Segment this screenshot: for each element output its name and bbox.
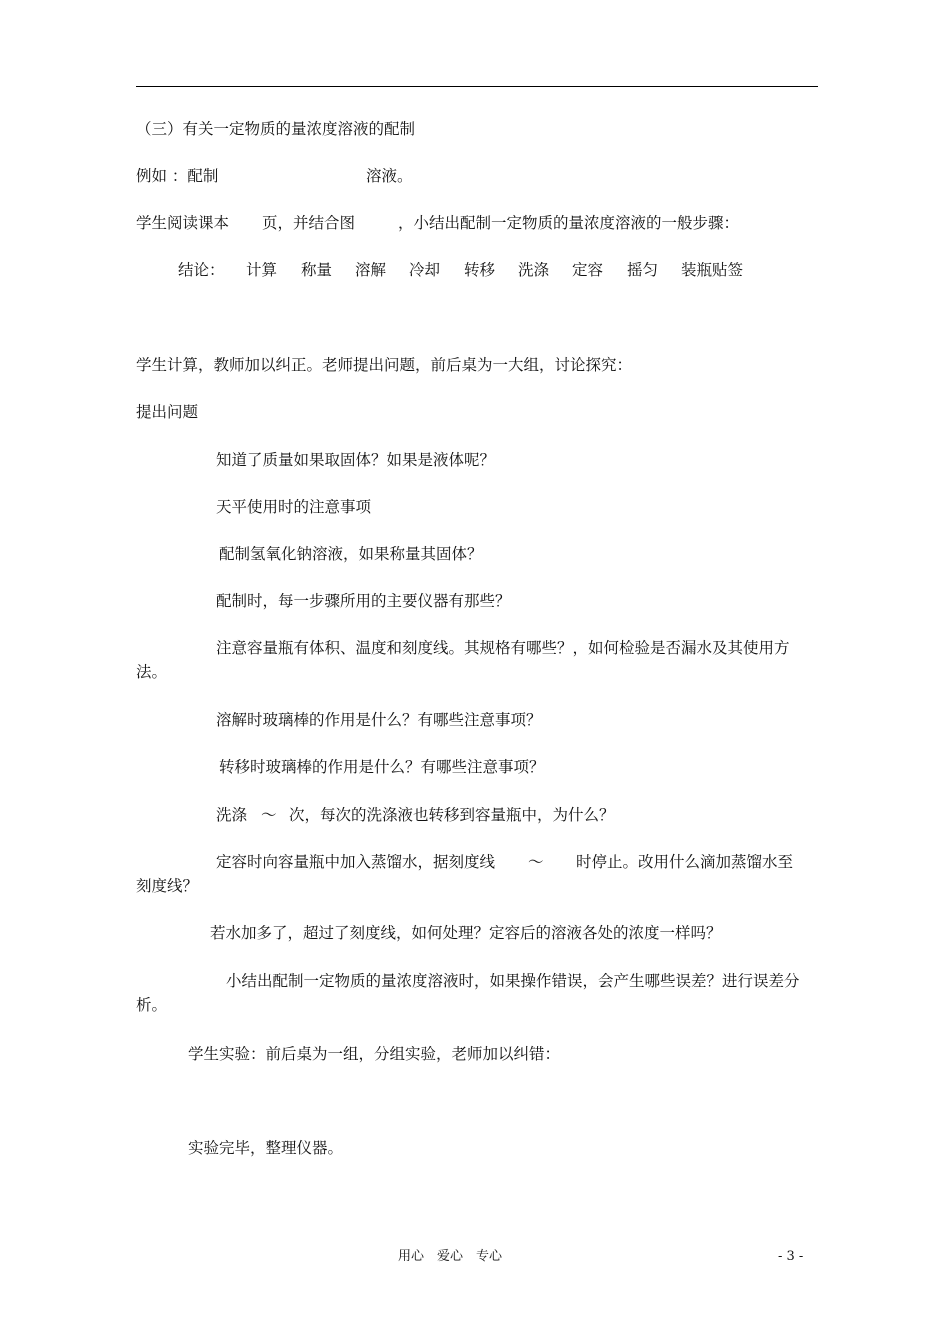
example-suffix: 溶液。 <box>366 167 413 185</box>
question-3: 配制氢氧化钠溶液，如果称量其固体？ <box>219 545 483 563</box>
footer-motto: 用心 爱心 专心 <box>398 1249 503 1264</box>
reading-part3: ，小结出配制一定物质的量浓度溶液的一般步骤： <box>398 214 740 232</box>
question-2: 天平使用时的注意事项 <box>216 498 372 516</box>
question-5: 注意容量瓶有体积、温度和刻度线。其规格有哪些？，如何检验是否漏水及其使用方法。 <box>136 639 790 681</box>
step-shake: 摇匀 <box>627 261 659 279</box>
step-bottle-label: 装瓶贴签 <box>681 261 744 279</box>
question-10: 若水加多了，超过了刻度线，如何处理？定容后的溶液各处的浓度一样吗？ <box>210 924 722 942</box>
question-8 <box>216 805 818 825</box>
question-7: 转移时玻璃棒的作用是什么？有哪些注意事项？ <box>219 758 545 776</box>
discussion-intro: 学生计算，教师加以纠正。老师提出问题，前后桌为一大组，讨论探究： <box>136 356 633 374</box>
questions-heading: 提出问题 <box>136 403 199 421</box>
step-transfer: 转移 <box>464 261 496 279</box>
experiment-line: 学生实验：前后桌为一组，分组实验，老师加以纠错： <box>188 1045 561 1063</box>
question-6: 溶解时玻璃棒的作用是什么？有哪些注意事项？ <box>216 711 542 729</box>
reading-part2: 页，并结合图 <box>262 214 356 232</box>
example-line <box>136 166 818 186</box>
question-9-part3: 时停止。改用什么滴加蒸馏水至 <box>576 853 794 871</box>
question-8-part1: 洗涤 <box>216 806 248 824</box>
conclusion-label: 结论： <box>178 261 225 279</box>
finish-line: 实验完毕，整理仪器。 <box>188 1139 344 1157</box>
reading-line <box>136 213 818 233</box>
question-9-continued: 刻度线？ <box>136 877 199 895</box>
question-9-part1: 定容时向容量瓶中加入蒸馏水，据刻度线 <box>216 853 496 871</box>
header-rule <box>136 86 818 87</box>
step-cool: 冷却 <box>409 261 441 279</box>
conclusion-line <box>178 260 818 280</box>
reading-part1: 学生阅读课本 <box>136 214 230 232</box>
question-8-part3: 次，每次的洗涤液也转移到容量瓶中，为什么？ <box>289 806 615 824</box>
step-dissolve: 溶解 <box>355 261 387 279</box>
example-prefix: 例如 ：配制 <box>136 167 219 185</box>
page-number: - 3 - <box>778 1249 804 1264</box>
question-9 <box>216 852 818 872</box>
step-weigh: 称量 <box>301 261 333 279</box>
step-calculate: 计算 <box>246 261 278 279</box>
step-fix-volume: 定容 <box>572 261 604 279</box>
question-1: 知道了质量如果取固体？如果是液体呢？ <box>216 451 496 469</box>
question-4: 配制时，每一步骤所用的主要仪器有那些？ <box>216 592 511 610</box>
question-8-part2: ～ <box>261 806 277 824</box>
question-9-part2: ～ <box>528 853 544 871</box>
step-wash: 洗涤 <box>518 261 550 279</box>
question-11: 小结出配制一定物质的量浓度溶液时，如果操作错误，会产生哪些误差？进行误差分析。 <box>136 972 800 1014</box>
section-heading: （三）有关一定物质的量浓度溶液的配制 <box>136 120 416 138</box>
